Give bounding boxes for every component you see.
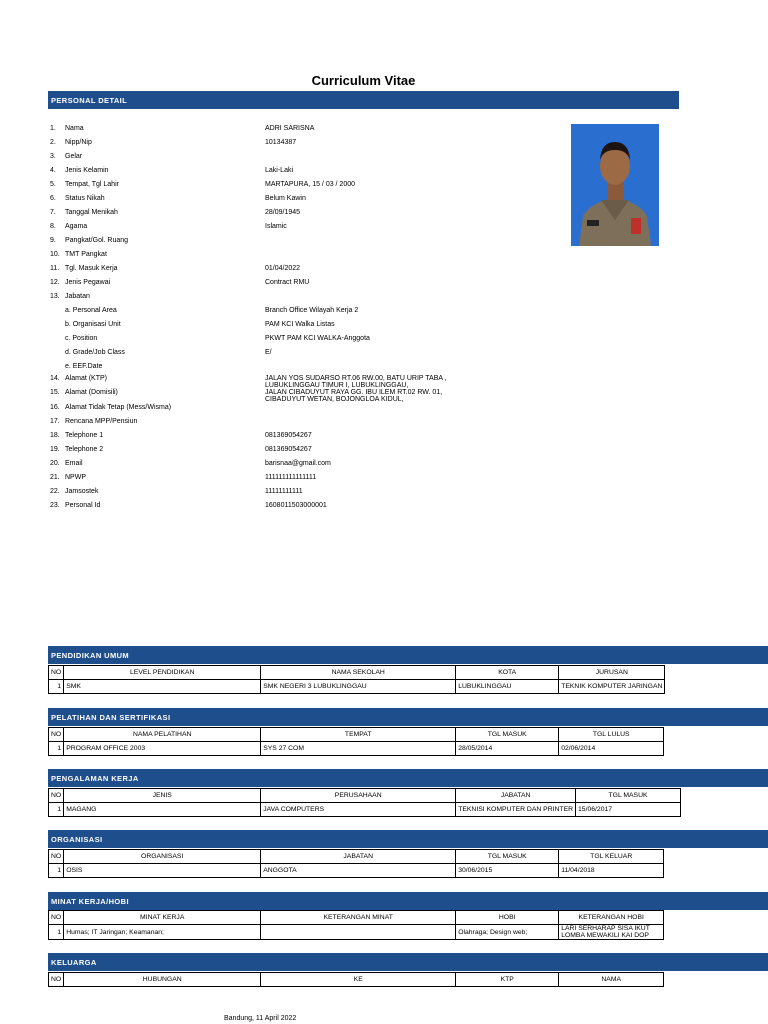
detail-label: b. Organisasi Unit (65, 321, 121, 328)
detail-number: 8. (50, 223, 56, 230)
detail-number: 23. (50, 502, 60, 509)
table-cell (261, 925, 456, 940)
detail-number: 14. (50, 375, 60, 382)
col-header: HOBI (456, 911, 559, 925)
col-header: TGL LULUS (559, 728, 664, 742)
row-number: 1 (49, 803, 64, 817)
detail-row (48, 139, 568, 152)
detail-row (48, 195, 568, 208)
signature-date: Bandung, 11 April 2022 (224, 1015, 297, 1022)
detail-label: e. EEF.Date (65, 363, 103, 370)
detail-row (48, 167, 568, 180)
col-header: KE (261, 973, 456, 987)
detail-row (48, 321, 568, 334)
col-header: LEVEL PENDIDIKAN (64, 666, 261, 680)
pendidikan-umum-header: PENDIDIKAN UMUM (48, 646, 768, 664)
detail-label: Status Nikah (65, 195, 105, 202)
table-cell: PROGRAM OFFICE 2003 (64, 742, 261, 756)
col-header: KETERANGAN MINAT (261, 911, 456, 925)
detail-label: NPWP (65, 474, 86, 481)
col-header: NAMA (559, 973, 664, 987)
pendidikan-umum-table (48, 665, 665, 694)
detail-label: Nama (65, 125, 84, 132)
detail-value: 1608011503000001 (265, 502, 327, 509)
detail-number: 2. (50, 139, 56, 146)
table-cell: OSIS (64, 864, 261, 878)
detail-value: MARTAPURA, 15 / 03 / 2000 (265, 181, 356, 188)
detail-number: 12. (50, 279, 60, 286)
table-cell: 15/06/2017 (576, 803, 681, 817)
organisasi-header: ORGANISASI (48, 830, 768, 848)
detail-row (48, 432, 568, 445)
detail-number: 15. (50, 389, 60, 396)
detail-row (48, 349, 568, 362)
row-number: 1 (49, 864, 64, 878)
detail-label: Pangkat/Gol. Ruang (65, 237, 129, 244)
table-cell: Humas; IT Jaringan; Keamanan; (64, 925, 261, 940)
detail-row (48, 307, 568, 320)
detail-number: 7. (50, 209, 56, 216)
col-header: NO (49, 973, 64, 987)
minat-kerja-table (48, 910, 664, 940)
pengalaman-kerja-header: PENGALAMAN KERJA (48, 769, 768, 787)
col-header: JURUSAN (559, 666, 665, 680)
table-row (49, 864, 664, 878)
detail-row (48, 460, 568, 473)
table-cell: SYS 27 COM (261, 742, 456, 756)
detail-number: 17. (50, 418, 60, 425)
profile-photo (571, 124, 659, 246)
col-header: TGL MASUK (456, 850, 559, 864)
detail-number: 3. (50, 153, 56, 160)
document-title: Curriculum Vitae (311, 73, 416, 88)
col-header: JABATAN (456, 789, 576, 803)
row-number: 1 (49, 742, 64, 756)
detail-number: 1. (50, 125, 56, 132)
table-row (49, 680, 665, 694)
detail-row (48, 279, 568, 292)
detail-row (48, 153, 568, 166)
table-cell: LARI SERHARAP SISA IKUT LOMBA MEWAKILI KAI DOP (559, 925, 664, 940)
detail-value: PKWT PAM KCI WALKA-Anggota (265, 335, 370, 342)
col-header: NAMA PELATIHAN (64, 728, 261, 742)
detail-row (48, 418, 568, 431)
detail-label: Jenis Kelamin (65, 167, 109, 174)
detail-value: 10134387 (265, 139, 297, 146)
table-cell: JAVA COMPUTERS (261, 803, 456, 817)
detail-label: d. Grade/Job Class (65, 349, 125, 356)
col-header: KTP (456, 973, 559, 987)
col-header: JABATAN (261, 850, 456, 864)
detail-label: Telephone 1 (65, 432, 104, 439)
table-cell: 11/04/2018 (559, 864, 664, 878)
detail-row (48, 237, 568, 250)
detail-number: 18. (50, 432, 60, 439)
detail-number: 16. (50, 404, 60, 411)
col-header: PERUSAHAAN (261, 789, 456, 803)
detail-label: Nipp/Nip (65, 139, 92, 146)
detail-value: 28/09/1945 (265, 209, 301, 216)
table-cell: TEKNIK KOMPUTER JARINGAN (559, 680, 665, 694)
keluarga-table (48, 972, 664, 987)
detail-value: JALAN CIBADUYUT RAYA GG. IBU ILEM RT.02 RW. 01, CIBADUYUT WETAN, BOJONGLOA KIDUL, (265, 389, 443, 403)
table-row (49, 742, 664, 756)
table-cell: 30/06/2015 (456, 864, 559, 878)
detail-row (48, 265, 568, 278)
detail-value: ADRI SARISNA (265, 125, 315, 132)
detail-label: Rencana MPP/Pensiun (65, 418, 138, 425)
col-header: MINAT KERJA (64, 911, 261, 925)
detail-number: 22. (50, 488, 60, 495)
detail-row (48, 375, 568, 388)
col-header: NO (49, 789, 64, 803)
detail-value: 111111111111111 (265, 474, 317, 481)
table-cell: MAGANG (64, 803, 261, 817)
table-cell: TEKNISI KOMPUTER DAN PRINTER (456, 803, 576, 817)
table-cell: 28/05/2014 (456, 742, 559, 756)
detail-row (48, 181, 568, 194)
table-cell: SMK NEGERI 3 LUBUKLINGGAU (261, 680, 456, 694)
detail-row (48, 502, 568, 515)
col-header: JENIS (64, 789, 261, 803)
table-cell: 02/06/2014 (559, 742, 664, 756)
row-number: 1 (49, 680, 64, 694)
col-header: KETERANGAN HOBI (559, 911, 664, 925)
detail-number: 21. (50, 474, 60, 481)
detail-label: TMT Pangkat (65, 251, 107, 258)
col-header: ORGANISASI (64, 850, 261, 864)
detail-label: Gelar (65, 153, 83, 160)
col-header: NAMA SEKOLAH (261, 666, 456, 680)
detail-value: Contract RMU (265, 279, 310, 286)
detail-label: Alamat Tidak Tetap (Mess/Wisma) (65, 404, 172, 411)
pelatihan-header: PELATIHAN DAN SERTIFIKASI (48, 708, 768, 726)
detail-value: Islamic (265, 223, 287, 230)
detail-label: Tempat, Tgl Lahir (65, 181, 119, 188)
detail-row (48, 488, 568, 501)
row-number: 1 (49, 925, 64, 940)
detail-number: 20. (50, 460, 60, 467)
detail-row (48, 209, 568, 222)
detail-row (48, 223, 568, 236)
col-header: KOTA (456, 666, 559, 680)
col-header: TGL MASUK (576, 789, 681, 803)
detail-label: Telephone 2 (65, 446, 104, 453)
detail-label: Jenis Pegawai (65, 279, 111, 286)
pelatihan-table (48, 727, 664, 756)
detail-number: 9. (50, 237, 56, 244)
table-cell: SMK (64, 680, 261, 694)
table-cell: ANGGOTA (261, 864, 456, 878)
detail-row (48, 335, 568, 348)
table-row (49, 803, 681, 817)
detail-row (48, 251, 568, 264)
detail-value: 081369054267 (265, 446, 312, 453)
detail-row (48, 474, 568, 487)
detail-number: 11. (50, 265, 60, 272)
personal-detail-header: PERSONAL DETAIL (48, 91, 679, 109)
detail-label: Alamat (KTP) (65, 375, 108, 382)
table-row (49, 925, 664, 940)
detail-number: 10. (50, 251, 60, 258)
detail-label: Jamsostek (65, 488, 99, 495)
detail-value: Belum Kawin (265, 195, 306, 202)
minat-kerja-header: MINAT KERJA/HOBI (48, 892, 768, 910)
detail-row (48, 125, 568, 138)
organisasi-table (48, 849, 664, 878)
detail-value: barisnaa@gmail.com (265, 460, 331, 467)
detail-label: Jabatan (65, 293, 90, 300)
table-cell: LUBUKLINGGAU (456, 680, 559, 694)
detail-number: 5. (50, 181, 56, 188)
col-header: TEMPAT (261, 728, 456, 742)
detail-number: 4. (50, 167, 56, 174)
col-header: TGL KELUAR (559, 850, 664, 864)
detail-row (48, 404, 568, 417)
detail-number: 6. (50, 195, 56, 202)
keluarga-header: KELUARGA (48, 953, 768, 971)
detail-row (48, 389, 568, 402)
detail-label: Tgl. Masuk Kerja (65, 265, 118, 272)
detail-row (48, 293, 568, 306)
detail-number: 19. (50, 446, 60, 453)
detail-label: Email (65, 460, 83, 467)
col-header: NO (49, 666, 64, 680)
pengalaman-kerja-table (48, 788, 681, 817)
detail-value: 11111111111 (265, 488, 303, 495)
detail-label: Alamat (Domisili) (65, 389, 118, 396)
detail-value: 01/04/2022 (265, 265, 301, 272)
detail-value: JALAN YOS SUDARSO RT.06 RW.00, BATU URIP TABA , LUBUKLINGGAU TIMUR I, LUBUKLINGGAU, (265, 375, 447, 389)
col-header: NO (49, 728, 64, 742)
detail-label: Personal Id (65, 502, 101, 509)
detail-label: Tanggal Menikah (65, 209, 118, 216)
detail-value: 081369054267 (265, 432, 312, 439)
col-header: HUBUNGAN (64, 973, 261, 987)
detail-number: 13. (50, 293, 60, 300)
detail-value: PAM KCI Walka Listas (265, 321, 335, 328)
detail-label: c. Position (65, 335, 98, 342)
col-header: NO (49, 850, 64, 864)
detail-label: Agama (65, 223, 88, 230)
table-cell: Olahraga; Design web; (456, 925, 559, 940)
col-header: NO (49, 911, 64, 925)
detail-label: a. Personal Area (65, 307, 117, 314)
detail-value: Branch Office Wilayah Kerja 2 (265, 307, 359, 314)
detail-value: Laki-Laki (265, 167, 294, 174)
col-header: TGL MASUK (456, 728, 559, 742)
detail-row (48, 446, 568, 459)
detail-value: E/ (265, 349, 272, 356)
